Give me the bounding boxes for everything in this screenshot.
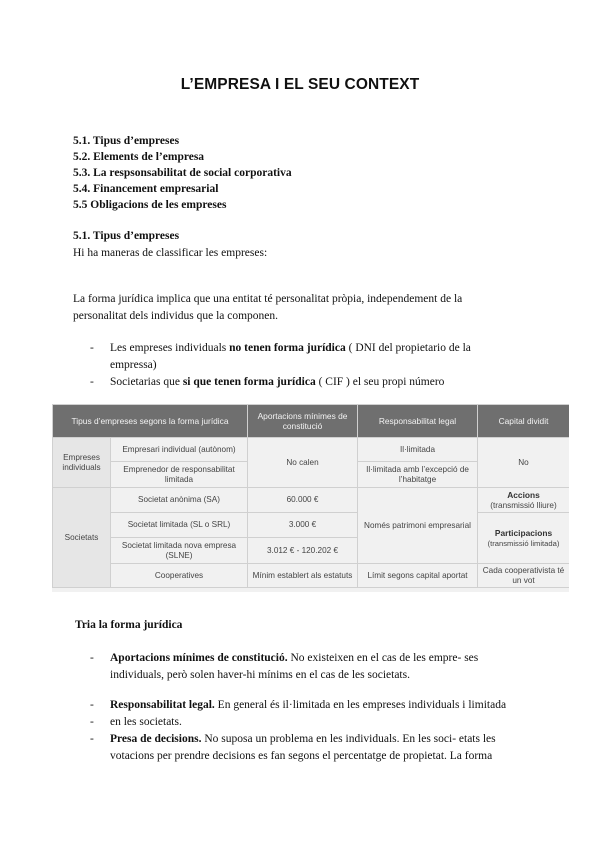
table-header: Capital dividit (478, 405, 570, 438)
table-cell: Societat limitada (SL o SRL) (111, 513, 248, 538)
legal-forms-table (52, 404, 569, 592)
table-cell: Il·limitada amb l’excepció de l’habitatge (358, 462, 478, 488)
intro-text: Hi ha maneras de classificar les empreses: (73, 247, 268, 259)
list-item: - Les empreses individuals no tenen forma jurídica ( DNI del propietario de la empressa) (90, 342, 471, 371)
table-cell: 3.012 € - 120.202 € (248, 538, 358, 564)
toc-item: 5.1. Tipus d’empreses (73, 135, 180, 147)
table-of-contents (73, 133, 292, 213)
list-item: - Responsabilitat legal. En general és il·limitada en les empreses individuals i limitada (90, 699, 507, 711)
table-cell: Cooperatives (111, 564, 248, 588)
table-header: Aportacions mínimes de constitució (248, 405, 358, 438)
group-label: Empreses individuals (53, 438, 111, 488)
table-cell: Límit segons capital aportat (358, 564, 478, 588)
table-cell: No (478, 438, 570, 488)
table-cell: No calen (248, 438, 358, 488)
table-header: Responsabilitat legal (358, 405, 478, 438)
table-cell: Cada cooperativista té un vot (478, 564, 570, 588)
section-heading: 5.1. Tipus d’empreses (73, 230, 180, 242)
table-cell: Societat anònima (SA) (111, 488, 248, 513)
list-item: - Societarias que si que tenen forma jurídica ( CIF ) el seu propi número (90, 376, 445, 388)
choice-criteria-list (90, 650, 550, 765)
table-cell: Accions (transmissió lliure) (478, 488, 570, 513)
paragraph-line: La forma jurídica implica que una entitat té personalitat pròpia, independement de la (73, 293, 463, 305)
table-cell: Societat limitada nova empresa (SLNE) (111, 538, 248, 564)
section-heading: Tria la forma jurídica (75, 619, 183, 631)
group-label: Societats (53, 488, 111, 588)
toc-item: 5.3. La respsonsabilitat de social corporativa (73, 167, 292, 179)
table-header: Tipus d’empreses segons la forma jurídica (53, 405, 248, 438)
paragraph-line: personalitat dels individus que la componen. (73, 310, 279, 322)
list-item: - en les societats. (90, 716, 182, 728)
toc-item: 5.5 Obligacions de les empreses (73, 199, 227, 211)
legal-form-list (90, 340, 520, 391)
table-cell: Emprenedor de responsabilitat limitada (111, 462, 248, 488)
table-cell: 60.000 € (248, 488, 358, 513)
page-title: L’EMPRESA I EL SEU CONTEXT (180, 76, 420, 93)
toc-item: 5.4. Financement empresarial (73, 183, 219, 195)
table-cell: Només patrimoni empresarial (358, 488, 478, 564)
table-cell: Empresari individual (autònom) (111, 438, 248, 462)
table-cell: Il·limitada (358, 438, 478, 462)
list-item: - Aportacions mínimes de constitució. No existeixen en el cas de les empre- ses individuals, però solen haver-hi mínims en el cas de les societats. (90, 652, 479, 681)
table-cell: Participacions (transmissió limitada) (478, 513, 570, 564)
table-cell: Mínim establert als estatuts (248, 564, 358, 588)
toc-item: 5.2. Elements de l’empresa (73, 151, 205, 163)
table-cell: 3.000 € (248, 513, 358, 538)
list-item: - Presa de decisions. No suposa un problema en les individuals. En les soci- etats les votacions per prendre decisions es fan segons el percentatge de propietat. La forma (90, 733, 496, 762)
